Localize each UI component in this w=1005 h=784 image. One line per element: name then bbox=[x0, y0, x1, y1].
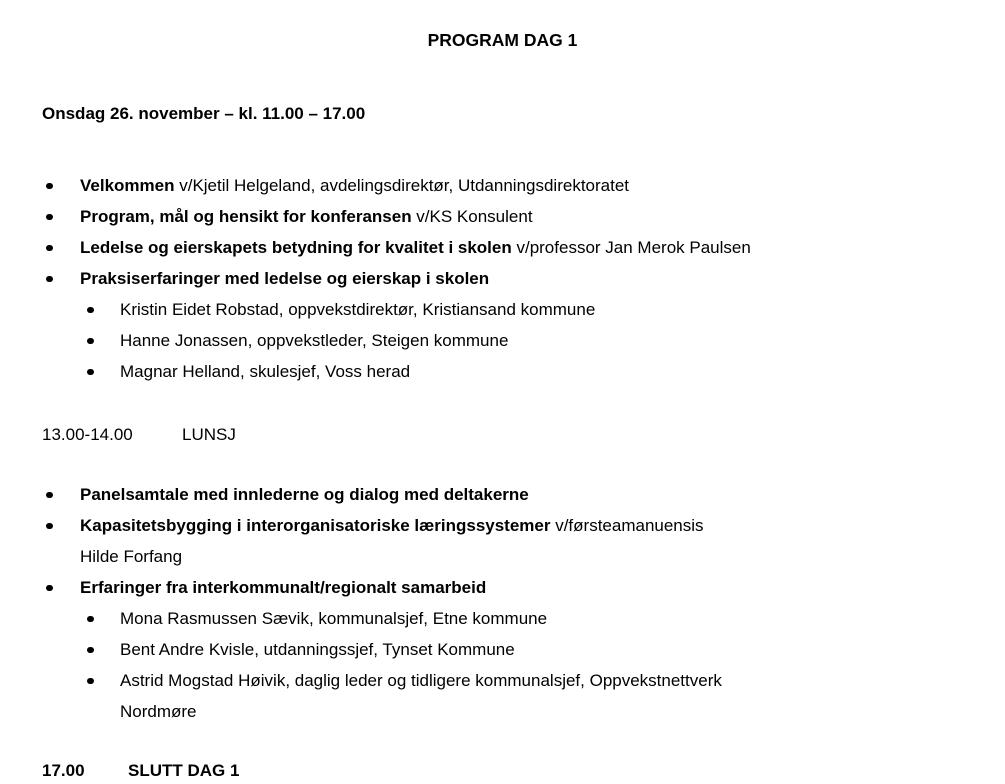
agenda-item-topic: Praksiserfaringer med ledelse og eierskap i skolen bbox=[80, 269, 490, 288]
agenda-item-detail: v/professor Jan Merok Paulsen bbox=[511, 238, 751, 257]
agenda-item bbox=[0, 232, 1005, 263]
agenda-item-continuation: Nordmøre bbox=[120, 702, 197, 721]
agenda-item bbox=[0, 572, 1005, 603]
agenda-item-topic: Panelsamtale med innlederne og dialog med deltakerne bbox=[80, 485, 529, 504]
bullet-icon bbox=[87, 307, 94, 314]
bullet-icon bbox=[46, 585, 53, 592]
end-time: 17.00 bbox=[42, 761, 85, 780]
document-page bbox=[0, 25, 1005, 784]
agenda-item-detail: Magnar Helland, skulesjef, Voss herad bbox=[120, 362, 411, 381]
agenda-item-topic: Kapasitetsbygging i interorganisatoriske læringssystemer bbox=[80, 516, 551, 535]
bullet-icon bbox=[87, 647, 94, 654]
session2-list bbox=[0, 479, 1005, 727]
document-title: PROGRAM DAG 1 bbox=[427, 30, 578, 50]
agenda-subitem bbox=[0, 634, 1005, 665]
end-label: SLUTT DAG 1 bbox=[128, 761, 240, 780]
end-line bbox=[42, 755, 1005, 784]
agenda-item-topic: Ledelse og eierskapets betydning for kvalitet i skolen bbox=[80, 238, 512, 257]
agenda-item-detail: Hanne Jonassen, oppvekstleder, Steigen kommune bbox=[120, 331, 509, 350]
session1-list bbox=[0, 170, 1005, 387]
agenda-item bbox=[0, 170, 1005, 201]
agenda-item-detail: v/Kjetil Helgeland, avdelingsdirektør, Utdanningsdirektoratet bbox=[174, 176, 630, 195]
bullet-icon bbox=[87, 338, 94, 345]
agenda-item-continuation: Hilde Forfang bbox=[80, 547, 183, 566]
agenda-item-detail: Astrid Mogstad Høivik, daglig leder og tidligere kommunalsjef, Oppvekstnettverk bbox=[120, 671, 722, 690]
lunch-label: LUNSJ bbox=[182, 425, 236, 444]
lunch-line bbox=[42, 419, 1005, 450]
bullet-icon bbox=[46, 183, 53, 190]
agenda-subitem bbox=[0, 294, 1005, 325]
agenda-item-topic: Program, mål og hensikt for konferansen bbox=[80, 207, 412, 226]
bullet-icon bbox=[46, 245, 53, 252]
agenda-item-detail: Kristin Eidet Robstad, oppvekstdirektør, Kristiansand kommune bbox=[120, 300, 596, 319]
agenda-subitem bbox=[0, 356, 1005, 387]
date-heading: Onsdag 26. november – kl. 11.00 – 17.00 bbox=[42, 104, 366, 123]
agenda-subitem bbox=[0, 325, 1005, 356]
bullet-icon bbox=[46, 276, 53, 283]
lunch-time: 13.00-14.00 bbox=[42, 425, 133, 444]
bullet-icon bbox=[87, 616, 94, 623]
agenda-item bbox=[0, 479, 1005, 510]
agenda-item-detail: Mona Rasmussen Sævik, kommunalsjef, Etne kommune bbox=[120, 609, 548, 628]
bullet-icon bbox=[46, 492, 53, 499]
agenda-item-topic: Erfaringer fra interkommunalt/regionalt samarbeid bbox=[80, 578, 487, 597]
agenda-subitem bbox=[0, 603, 1005, 634]
agenda-subitem bbox=[0, 665, 1005, 727]
bullet-icon bbox=[87, 678, 94, 685]
agenda-item-detail: v/førsteamanuensis bbox=[550, 516, 704, 535]
agenda-item bbox=[0, 510, 1005, 572]
agenda-item-detail: Bent Andre Kvisle, utdanningssjef, Tynset Kommune bbox=[120, 640, 515, 659]
bullet-icon bbox=[46, 523, 53, 530]
bullet-icon bbox=[46, 214, 53, 221]
agenda-item bbox=[0, 263, 1005, 294]
bullet-icon bbox=[87, 369, 94, 376]
agenda-item-topic: Velkommen bbox=[80, 176, 175, 195]
agenda-item bbox=[0, 201, 1005, 232]
agenda-item-detail: v/KS Konsulent bbox=[411, 207, 533, 226]
